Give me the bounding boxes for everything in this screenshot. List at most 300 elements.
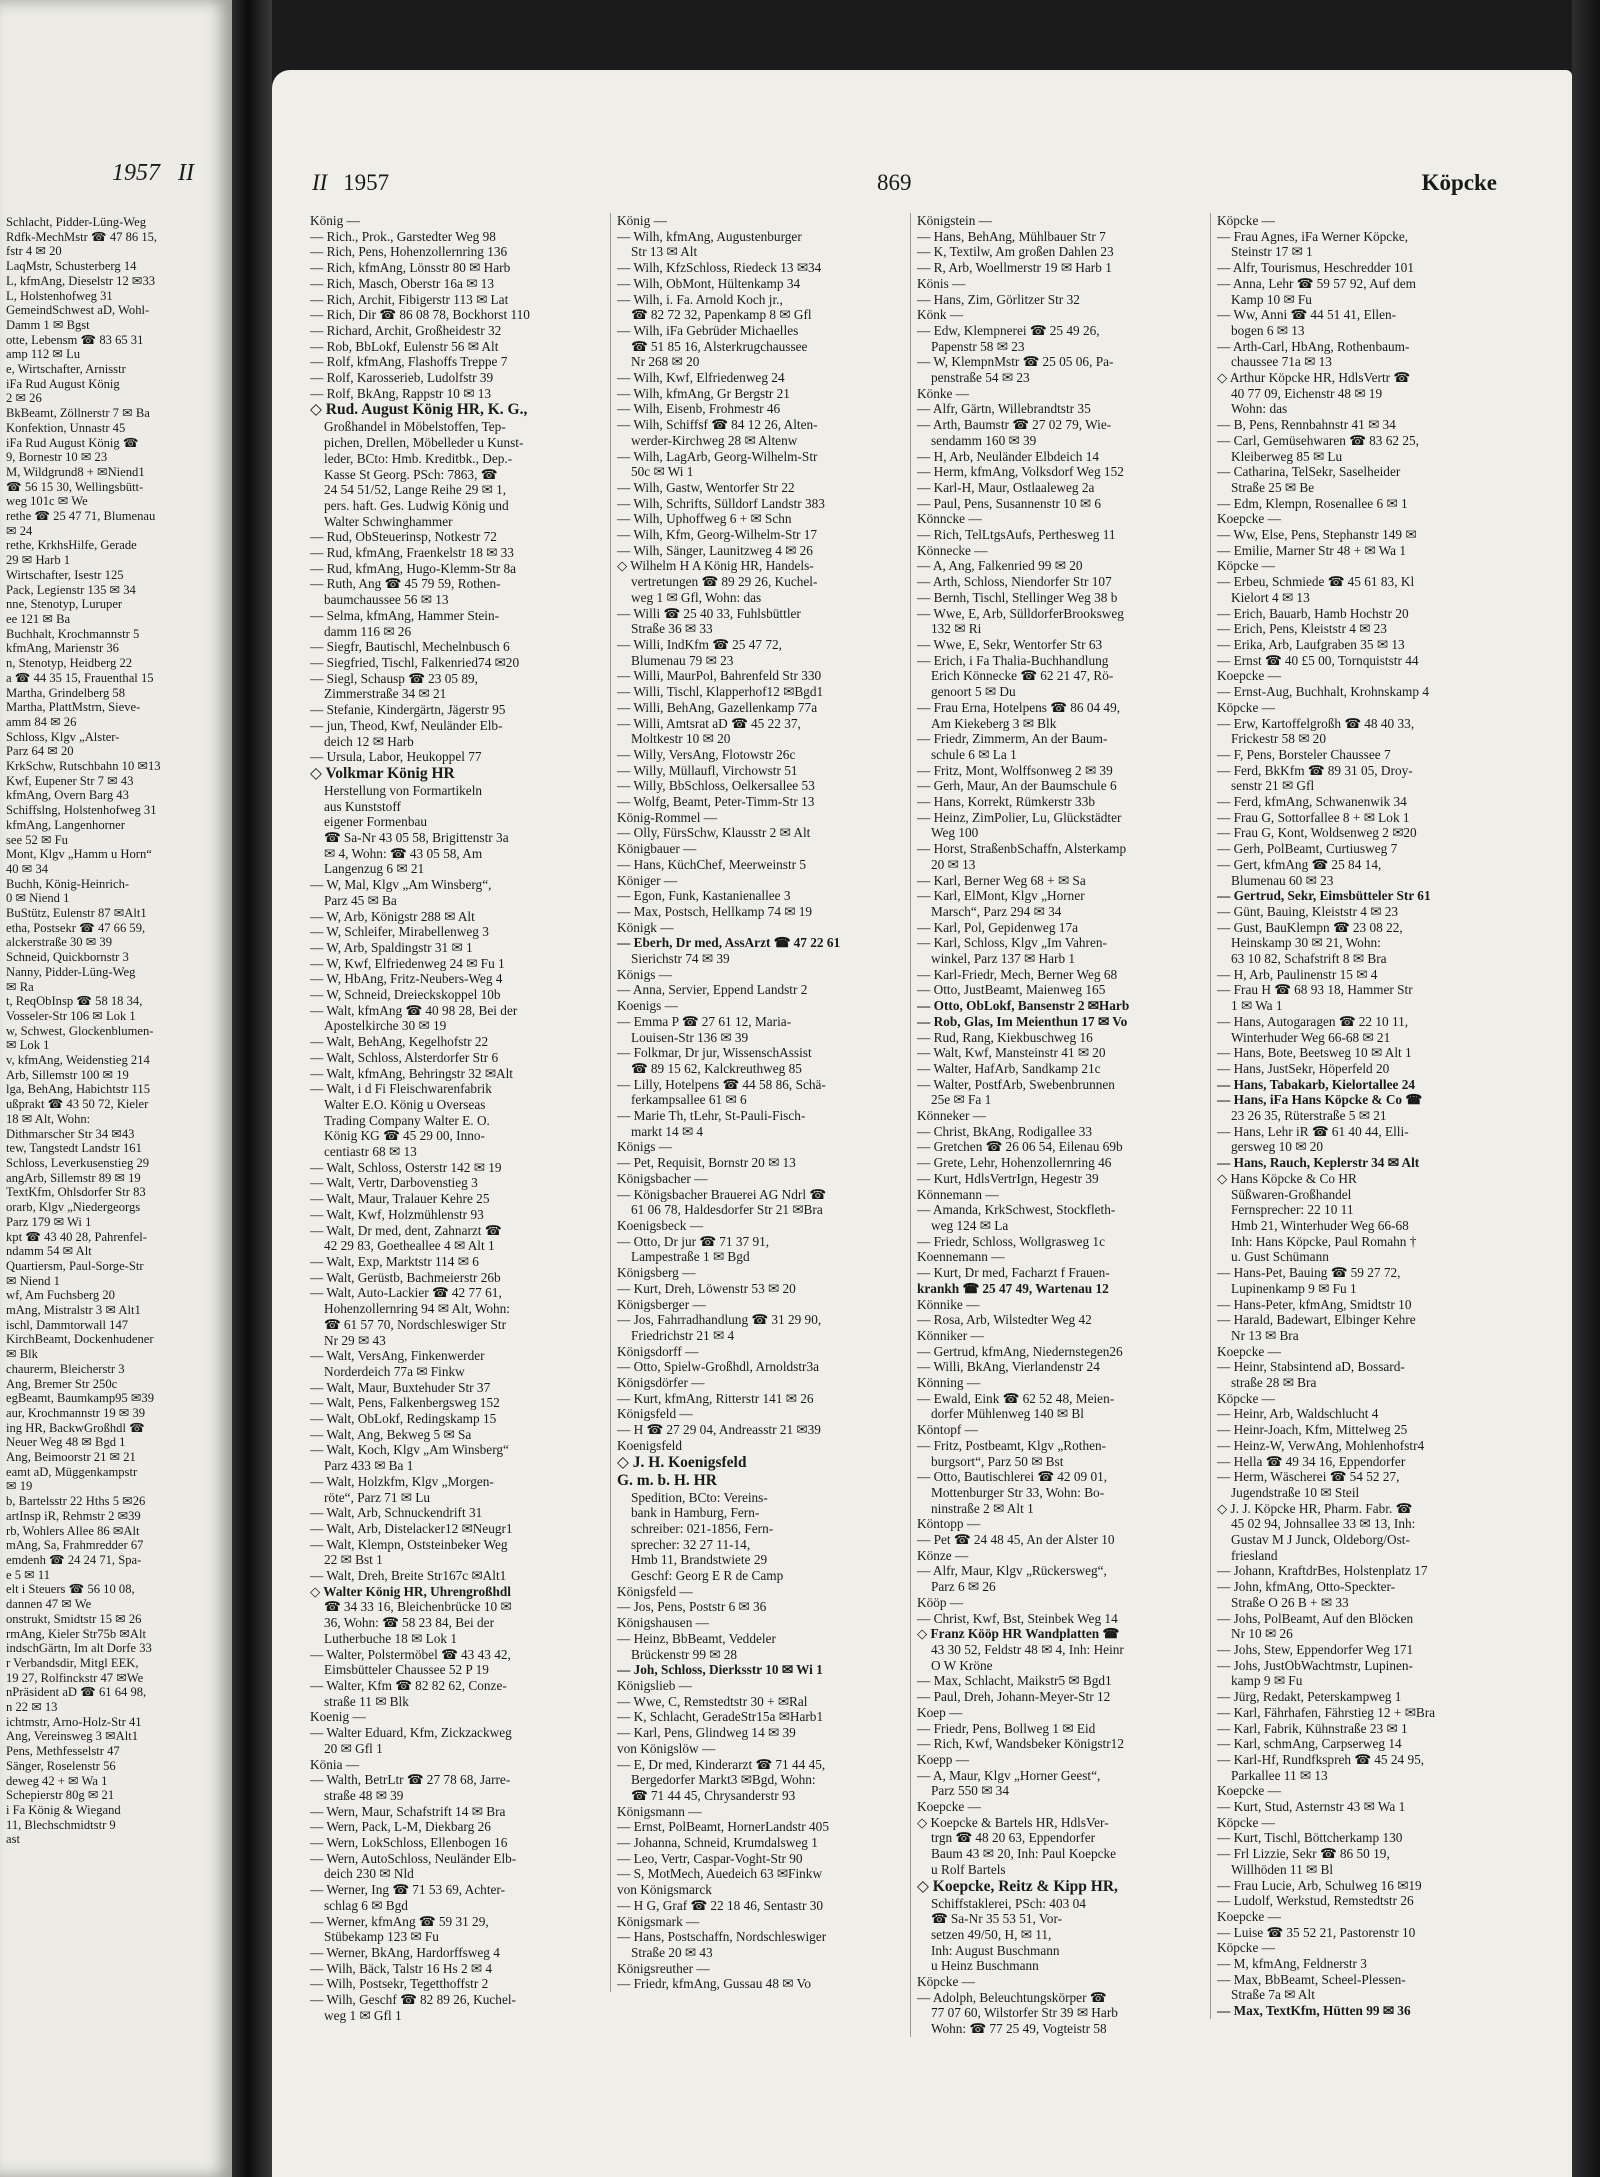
- directory-entry-line: — Heinz, BbBeamt, Veddeler: [617, 1630, 776, 1646]
- previous-page-line: elt i Steuers ☎ 56 10 08,: [6, 1582, 135, 1597]
- directory-entry-line: — Frau G, Kont, Woldsenweg 2 ✉20: [1217, 825, 1417, 841]
- directory-entry-line: — Wilh, Schiffsf ☎ 84 12 26, Alten-: [617, 417, 818, 433]
- directory-entry-line: — Wilh, iFa Gebrüder Michaelles: [617, 322, 799, 338]
- directory-entry-line: Straße 36 ✉ 33: [631, 621, 713, 637]
- directory-entry-line: — Johann, KraftdrBes, Holstenplatz 17: [1217, 1563, 1428, 1579]
- directory-entry-line: — Karl-Hf, Rundfkspreh ☎ 45 24 95,: [1217, 1751, 1425, 1767]
- directory-entry-line: — Ewald, Eink ☎ 62 52 48, Meien-: [917, 1390, 1115, 1406]
- directory-entry-line: Köpcke —: [1217, 1390, 1275, 1406]
- directory-entry-line: Königshausen —: [617, 1615, 709, 1631]
- directory-entry-line: Jugendstraße 10 ✉ Steil: [1231, 1484, 1360, 1500]
- directory-entry-line: sprecher: 32 27 11-14,: [631, 1536, 751, 1552]
- previous-page-line: ✉ Blk: [6, 1347, 38, 1362]
- previous-page-line: 9, Bornestr 10 ✉ 23: [6, 450, 108, 465]
- directory-entry-line: 36, Wohn: ☎ 58 23 84, Bei der: [324, 1615, 494, 1631]
- directory-entry-line: — Wilh, kfmAng, Gr Bergstr 21: [617, 385, 790, 401]
- directory-entry-line: — Rolf, Karosserieb, Ludolfstr 39: [310, 370, 494, 386]
- directory-entry-line: — Heinr, Stabsintend aD, Bossard-: [1217, 1359, 1405, 1375]
- directory-entry-line: Moltkestr 10 ✉ 20: [631, 731, 731, 747]
- previous-page-line: eamt aD, Müggenkampstr: [6, 1464, 138, 1479]
- directory-columns: [310, 213, 1502, 2163]
- directory-entry-line: — Willy, BbSchloss, Oelkersallee 53: [617, 778, 815, 794]
- previous-page-line: Sänger, Roselenstr 56: [6, 1758, 116, 1773]
- directory-entry-line: — Walt, BehAng, Kegelhofstr 22: [310, 1034, 489, 1050]
- directory-entry-line: — Joh, Schloss, Dierksstr 10 ✉ Wi 1: [617, 1662, 823, 1678]
- directory-entry-line: — Willi ☎ 25 40 33, Fuhlsbüttler: [617, 605, 801, 621]
- directory-entry-line: Nr 268 ✉ 20: [631, 354, 700, 370]
- directory-entry-line: Könis —: [917, 275, 966, 291]
- directory-entry-line: — Karl, Fährhafen, Fährstieg 12 + ✉Bra: [1217, 1704, 1436, 1720]
- directory-entry-line: Köpcke —: [1217, 1814, 1275, 1830]
- directory-entry-line: ☎ Sa-Nr 35 53 51, Vor-: [931, 1911, 1063, 1927]
- directory-entry-line: u Rolf Bartels: [931, 1861, 1006, 1877]
- directory-entry-line: Köntopp —: [917, 1516, 981, 1532]
- directory-entry-line: bogen 6 ✉ 13: [1231, 322, 1305, 338]
- directory-entry-line: — Heinr, Arb, Waldschlucht 4: [1217, 1406, 1379, 1422]
- directory-entry-line: — Gretchen ☎ 26 06 54, Eilenau 69b: [917, 1139, 1123, 1155]
- previous-page-line: 11, Blechschmidtstr 9: [6, 1817, 116, 1832]
- directory-entry-line: ☎ 61 57 70, Nordschleswiger Str: [324, 1316, 507, 1332]
- directory-entry-line: — Ernst ☎ 40 £5 00, Tornquiststr 44: [1217, 652, 1419, 668]
- directory-entry-line: — Grete, Lehr, Hohenzollernring 46: [917, 1155, 1112, 1171]
- directory-entry-line: — Willi, BkAng, Vierlandenstr 24: [917, 1359, 1100, 1375]
- directory-entry-line: aus Kunststoff: [324, 798, 401, 814]
- directory-entry-line: — Walter, Kfm ☎ 82 82 62, Conze-: [310, 1677, 507, 1693]
- directory-entry-line: — Johs, Stew, Eppendorfer Weg 171: [1217, 1641, 1414, 1657]
- directory-entry-line: — Wern, Pack, L-M, Diekbarg 26: [310, 1819, 491, 1835]
- directory-entry-line: — Rosa, Arb, Wilstedter Weg 42: [917, 1312, 1092, 1328]
- page-header: [312, 170, 1497, 204]
- directory-entry-line: ◇ Arthur Köpcke HR, HdlsVertr ☎: [1217, 370, 1410, 386]
- directory-entry-line: ◇ Franz Kööp HR Wandplatten ☎: [917, 1626, 1120, 1642]
- directory-entry-line: — Kurt, Stud, Asternstr 43 ✉ Wa 1: [1217, 1799, 1406, 1815]
- directory-entry-line: — Karl, Pol, Gepidenweg 17a: [917, 919, 1079, 935]
- directory-entry-line: Parz 433 ✉ Ba 1: [324, 1458, 414, 1474]
- directory-entry-line: weg 1 ✉ Gfl, Wohn: das: [631, 589, 762, 605]
- directory-entry-line: Willhöden 11 ✉ Bl: [1231, 1861, 1334, 1877]
- directory-entry-line: — Wern, AutoSchloss, Neuländer Elb-: [310, 1850, 517, 1866]
- directory-entry-line: — Kurt, Dr med, Facharzt f Frauen-: [917, 1265, 1110, 1281]
- directory-entry-line: schreiber: 021-1856, Fern-: [631, 1520, 774, 1536]
- directory-entry-line: Koennemann —: [917, 1249, 1005, 1265]
- previous-page-line: i Fa König & Wiegand: [6, 1802, 121, 1817]
- directory-entry-line: — Walter Eduard, Kfm, Zickzackweg: [310, 1725, 512, 1741]
- previous-page-line: Buchh, König-Heinrich-: [6, 876, 130, 891]
- directory-entry-line: — Wilh, Schrifts, Sülldorf Landstr 383: [617, 495, 825, 511]
- directory-entry-line: Königsdorff —: [617, 1343, 699, 1359]
- previous-page-line: ußprakt ☎ 43 50 72, Kieler: [6, 1097, 149, 1112]
- previous-page-line: mAng, Mistralstr 3 ✉ Alt1: [6, 1303, 141, 1318]
- directory-entry-line: straße 48 ✉ 39: [324, 1787, 404, 1803]
- previous-page-line: rb, Wohlers Allee 86 ✉Alt: [6, 1523, 140, 1538]
- directory-entry-line: — Karl, schmAng, Carpserweg 14: [1217, 1736, 1402, 1752]
- previous-page-line: Rdfk-MechMstr ☎ 47 86 15,: [6, 229, 158, 244]
- directory-entry-line: Louisen-Str 136 ✉ 39: [631, 1029, 749, 1045]
- directory-entry-line: — S, MotMech, Auedeich 63 ✉Finkw: [617, 1866, 823, 1882]
- directory-entry-line: — Karl, Fabrik, Kühnstraße 23 ✉ 1: [1217, 1720, 1408, 1736]
- directory-entry-line: — Alfr, Gärtn, Willebrandtstr 35: [917, 401, 1091, 417]
- directory-entry-line: — Friedr, kfmAng, Gussau 48 ✉ Vo: [617, 1976, 812, 1992]
- directory-entry-line: röte“, Parz 71 ✉ Lu: [324, 1489, 431, 1505]
- previous-page-line: Pack, Legienstr 135 ✉ 34: [6, 582, 136, 597]
- directory-entry-line: — Hans, Bote, Beetsweg 10 ✉ Alt 1: [1217, 1045, 1412, 1061]
- directory-entry-line: — Hans, Postschaffn, Nordschleswiger: [617, 1929, 827, 1945]
- directory-entry-line: — Wilh, i. Fa. Arnold Koch jr.,: [617, 291, 783, 307]
- directory-entry-line: Königslieb —: [617, 1677, 692, 1693]
- directory-entry-line: — Johs, JustObWachtmstr, Lupinen-: [1217, 1657, 1413, 1673]
- previous-page-line: L, kfmAng, Dieselstr 12 ✉33: [6, 273, 156, 288]
- directory-entry-line: — Ww, Else, Pens, Stephanstr 149 ✉: [1217, 527, 1417, 543]
- directory-entry-line: — Willi, Tischl, Klapperhof12 ✉Bgd1: [617, 684, 824, 700]
- directory-entry-line: damm 116 ✉ 26: [324, 623, 412, 639]
- column-1: [310, 213, 596, 2023]
- page-number: 869: [877, 170, 912, 195]
- directory-entry-line: — Rud, ObSteuerinsp, Notkestr 72: [310, 529, 497, 545]
- directory-entry-line: — Rolf, BkAng, Rappstr 10 ✉ 13: [310, 385, 492, 401]
- directory-entry-line: — Hans, Zim, Görlitzer Str 32: [917, 291, 1080, 307]
- directory-entry-line: — Walt, i d Fi Fleischwarenfabrik: [310, 1081, 492, 1097]
- directory-entry-line: pers. haft. Ges. Ludwig König und: [324, 497, 509, 513]
- directory-entry-line: Köpcke —: [1217, 213, 1275, 228]
- previous-page-line: amm 84 ✉ 26: [6, 714, 77, 729]
- directory-entry-line: Koep —: [917, 1704, 963, 1720]
- directory-entry-line: — Fritz, Postbeamt, Klgv „Rothen-: [917, 1437, 1107, 1453]
- previous-page-line: nPräsident aD ☎ 61 64 98,: [6, 1685, 147, 1700]
- directory-entry-line: ✉ 4, Wohn: ☎ 43 05 58, Am: [324, 845, 483, 861]
- directory-entry-line: schlag 6 ✉ Bgd: [324, 1897, 408, 1913]
- directory-entry-line: Spedition, BCto: Vereins-: [631, 1489, 768, 1505]
- directory-entry-line: Norderdeich 77a ✉ Finkw: [324, 1363, 465, 1379]
- previous-page-line: Martha, Grindelberg 58: [6, 685, 126, 700]
- directory-entry-line: — Max, BbBeamt, Scheel-Plessen-: [1217, 1971, 1406, 1987]
- directory-entry-line: — Otto, ObLokf, Bansenstr 2 ✉Harb: [917, 998, 1130, 1014]
- directory-entry-line: — Günt, Bauing, Kleiststr 4 ✉ 23: [1217, 903, 1399, 919]
- directory-entry-line: 77 07 60, Wilstorfer Str 39 ✉ Harb: [931, 2005, 1118, 2021]
- directory-entry-line: — Rich, TelLtgsAufs, Perthesweg 11: [917, 527, 1116, 543]
- directory-entry-line: — A, Maur, Klgv „Horner Geest“,: [917, 1767, 1101, 1783]
- directory-entry-line: — Heinr-Joach, Kfm, Mittelweg 25: [1217, 1422, 1408, 1438]
- directory-entry-line: ◇ Koepcke, Reitz & Kipp HR,: [917, 1877, 1118, 1895]
- directory-entry-line: Großhandel in Möbelstoffen, Tep-: [324, 419, 506, 435]
- previous-page-line: w, Schwest, Glockenblumen-: [6, 1023, 154, 1038]
- directory-entry-line: — Johs, PolBeamt, Auf den Blöcken: [1217, 1610, 1414, 1626]
- directory-entry-line: — Edw, Klempnerei ☎ 25 49 26,: [917, 322, 1100, 338]
- directory-entry-line: — Wilh, kfmAng, Augustenburger: [617, 228, 802, 244]
- directory-entry-line: Koenigsbeck —: [617, 1218, 704, 1233]
- directory-entry-line: weg 1 ✉ Gfl 1: [324, 2007, 402, 2023]
- directory-entry-line: — Gertrud, kfmAng, Niedernstegen26: [917, 1343, 1123, 1359]
- directory-entry-line: Heinskamp 30 ✉ 21, Wohn:: [1231, 935, 1381, 951]
- directory-entry-line: Walter Schwinghammer: [324, 513, 453, 529]
- directory-entry-line: Kleiberweg 85 ✉ Lu: [1231, 448, 1343, 464]
- previous-page-line: Arb, Sillemstr 100 ✉ 19: [6, 1067, 129, 1082]
- directory-entry-line: 20 ✉ 13: [931, 856, 976, 872]
- directory-entry-line: — Wilh, ObMont, Hültenkamp 34: [617, 275, 801, 291]
- directory-entry-line: Hohenzollernring 94 ✉ Alt, Wohn:: [324, 1301, 510, 1317]
- directory-entry-line: winkel, Parz 137 ✉ Harb 1: [931, 951, 1076, 967]
- previous-page-line: ✉ 24: [6, 523, 33, 538]
- directory-entry-line: — Walt, Dr med, dent, Zahnarzt ☎: [310, 1222, 502, 1238]
- directory-entry-line: Könneker —: [917, 1108, 987, 1124]
- previous-page-line: b, Bartelsstr 22 Hths 5 ✉26: [6, 1494, 146, 1509]
- directory-entry-line: 22 ✉ Bst 1: [324, 1552, 383, 1568]
- directory-entry-line: Königbauer —: [617, 841, 697, 857]
- directory-entry-line: — Werner, kfmAng ☎ 59 31 29,: [310, 1913, 489, 1929]
- directory-entry-line: — Leo, Vertr, Caspar-Voght-Str 90: [617, 1850, 803, 1866]
- directory-entry-line: — Walt, Dreh, Breite Str167c ✉Alt1: [310, 1568, 507, 1584]
- previous-page-line: onstrukt, Smidtstr 15 ✉ 26: [6, 1611, 142, 1626]
- previous-page-line: nne, Stenotyp, Luruper: [6, 597, 123, 612]
- previous-page-line: 29 ✉ Harb 1: [6, 553, 71, 568]
- directory-entry-line: Friedrichstr 21 ✉ 4: [631, 1327, 735, 1343]
- directory-entry-line: — Paul, Dreh, Johann-Meyer-Str 12: [917, 1689, 1111, 1705]
- directory-entry-line: ◇ Hans Köpcke & Co HR: [1217, 1170, 1357, 1186]
- year: 1957: [343, 170, 390, 195]
- directory-entry-line: — Olly, FürsSchw, Klausstr 2 ✉ Alt: [617, 825, 811, 841]
- previous-page-line: Schneid, Quickbornstr 3: [6, 950, 129, 965]
- directory-entry-line: — Erich, i Fa Thalia-Buchhandlung: [917, 652, 1109, 668]
- directory-entry-line: — Ww, Anni ☎ 44 51 41, Ellen-: [1217, 307, 1397, 323]
- previous-page-line: Wirtschafter, Isestr 125: [6, 567, 124, 582]
- directory-entry-line: 1 ✉ Wa 1: [1231, 998, 1283, 1014]
- directory-entry-line: Königstein —: [917, 213, 992, 228]
- directory-entry-line: Königer —: [617, 872, 678, 888]
- directory-entry-line: Herstellung von Formartikeln: [324, 782, 483, 798]
- directory-entry-line: Koepp —: [917, 1751, 970, 1767]
- directory-entry-line: — Heinz-W, VerwAng, Mohlenhofstr4: [1217, 1437, 1425, 1453]
- directory-entry-line: — Arth-Carl, HbAng, Rothenbaum-: [1217, 338, 1410, 354]
- directory-entry-line: — Walt, Gerüstb, Bachmeierstr 26b: [310, 1269, 501, 1285]
- directory-entry-line: — Willy, Müllaufl, Virchowstr 51: [617, 762, 798, 778]
- directory-entry-line: — Frau H ☎ 68 93 18, Hammer Str: [1217, 982, 1413, 998]
- directory-entry-line: — Alfr, Maur, Klgv „Rückersweg“,: [917, 1563, 1107, 1579]
- directory-entry-line: Könnike —: [917, 1296, 980, 1312]
- directory-entry-line: — W, Arb, Königstr 288 ✉ Alt: [310, 908, 475, 924]
- previous-page-line: Pens, Methfesselstr 47: [6, 1744, 120, 1759]
- directory-entry-line: — W, HbAng, Fritz-Neubers-Weg 4: [310, 971, 503, 987]
- directory-entry-line: trgn ☎ 48 20 63, Eppendorfer: [931, 1830, 1096, 1846]
- directory-entry-line: Königsbacher —: [617, 1170, 708, 1186]
- directory-entry-line: — Walt, Auto-Lackier ☎ 42 77 61,: [310, 1285, 502, 1301]
- directory-entry-line: — Erich, Pens, Kleiststr 4 ✉ 23: [1217, 621, 1387, 637]
- directory-entry-line: sendamm 160 ✉ 39: [931, 432, 1037, 448]
- directory-entry-line: — Wern, LokSchloss, Ellenbogen 16: [310, 1835, 508, 1851]
- directory-entry-line: — Heinz, ZimPolier, Lu, Glückstädter: [917, 809, 1122, 825]
- directory-entry-line: — Jürg, Redakt, Peterskampweg 1: [1217, 1689, 1402, 1705]
- previous-page-line: TextKfm, Ohlsdorfer Str 83: [6, 1185, 146, 1200]
- directory-entry-line: — W, Mal, Klgv „Am Winsberg“,: [310, 877, 492, 893]
- previous-page-line: Schlacht, Pidder-Lüng-Weg: [6, 215, 147, 229]
- previous-page-line: artInsp iR, Rehmstr 2 ✉39: [6, 1508, 141, 1523]
- directory-entry-line: ◇ J. J. Köpcke HR, Pharm. Fabr. ☎: [1217, 1500, 1413, 1516]
- page-header-left: [312, 170, 389, 196]
- previous-page-line: e 5 ✉ 11: [6, 1567, 51, 1582]
- directory-entry-line: — Siegfried, Tischl, Falkenried74 ✉20: [310, 654, 520, 670]
- directory-entry-line: Kielort 4 ✉ 13: [1231, 589, 1310, 605]
- directory-entry-line: Walter E.O. König u Overseas: [324, 1096, 486, 1112]
- directory-entry-line: Könia —: [310, 1756, 360, 1772]
- directory-entry-line: Steinstr 17 ✉ 1: [1231, 244, 1313, 260]
- directory-entry-line: — Wwe, E, Sekr, Wentorfer Str 63: [917, 636, 1103, 652]
- directory-entry-line: — Otto, JustBeamt, Maienweg 165: [917, 982, 1106, 998]
- directory-entry-line: — Max, Postsch, Hellkamp 74 ✉ 19: [617, 903, 813, 919]
- directory-entry-line: — W, KlempnMstr ☎ 25 05 06, Pa-: [917, 354, 1114, 370]
- previous-page-line: kfmAng, Overn Barg 43: [6, 788, 129, 803]
- previous-page-line: a ☎ 44 35 15, Frauenthal 15: [6, 670, 154, 685]
- directory-entry-line: — Hans, Autogaragen ☎ 22 10 11,: [1217, 1013, 1409, 1029]
- directory-entry-line: Straße 25 ✉ Be: [1231, 479, 1315, 495]
- directory-entry-line: — Kurt, kfmAng, Ritterstr 141 ✉ 26: [617, 1390, 814, 1406]
- directory-entry-line: — Alfr, Tourismus, Heschredder 101: [1217, 260, 1414, 276]
- directory-entry-line: — Jos, Fahrradhandlung ☎ 31 29 90,: [617, 1312, 822, 1328]
- directory-entry-line: — Walter, PostfArb, Swebenbrunnen: [917, 1076, 1115, 1092]
- catchword: Köpcke: [1421, 170, 1497, 195]
- directory-entry-line: König —: [617, 213, 667, 228]
- directory-entry-line: — Walt, Kwf, Holzmühlenstr 93: [310, 1206, 484, 1222]
- directory-entry-line: — Karl, Berner Weg 68 + ✉ Sa: [917, 872, 1086, 888]
- directory-entry-line: 20 ✉ Gfl 1: [324, 1740, 383, 1756]
- directory-entry-line: — Hans, Lehr iR ☎ 61 40 44, Elli-: [1217, 1123, 1409, 1139]
- directory-entry-line: Inh: August Buschmann: [931, 1942, 1060, 1958]
- directory-entry-line: Koepcke —: [917, 1799, 981, 1815]
- directory-entry-line: — Rich, Masch, Oberstr 16a ✉ 13: [310, 275, 494, 291]
- previous-page-line: ndamm 54 ✉ Alt: [6, 1244, 92, 1259]
- directory-entry-line: Kööp —: [917, 1594, 964, 1610]
- book-edge: [1572, 0, 1600, 2177]
- directory-entry-line: von Königsmarck: [617, 1882, 712, 1898]
- previous-page-line: M, Wildgrund8 + ✉Niend1: [6, 464, 145, 479]
- directory-entry-line: Köpcke —: [1217, 699, 1275, 715]
- directory-entry-line: — Jos, Pens, Poststr 6 ✉ 36: [617, 1599, 767, 1615]
- directory-entry-line: Königsberg —: [617, 1265, 696, 1281]
- previous-page-line: etha, Postsekr ☎ 47 66 59,: [6, 920, 146, 935]
- directory-entry-line: — Wilh, Kfm, Georg-Wilhelm-Str 17: [617, 527, 818, 543]
- directory-entry-line: — Karl, ElMont, Klgv „Horner: [917, 888, 1085, 904]
- directory-entry-line: — Frau Erna, Hotelpens ☎ 86 04 49,: [917, 699, 1121, 715]
- directory-entry-line: weg 124 ✉ La: [931, 1218, 1009, 1233]
- directory-entry-line: — Rich, Dir ☎ 86 08 78, Bockhorst 110: [310, 307, 530, 323]
- directory-entry-line: 42 29 83, Goetheallee 4 ✉ Alt 1: [324, 1238, 495, 1254]
- directory-entry-line: ◇ Walter König HR, Uhrengroßhdl: [310, 1583, 511, 1599]
- directory-entry-line: — Walt, kfmAng, Behringstr 32 ✉Alt: [310, 1065, 513, 1081]
- directory-entry-line: Süßwaren-Großhandel: [1231, 1186, 1352, 1202]
- directory-entry-line: O W Kröne: [931, 1657, 993, 1673]
- directory-entry-line: Am Kiekeberg 3 ✉ Blk: [931, 715, 1057, 731]
- directory-entry-line: — Hans, Tabakarb, Kielortallee 24: [1217, 1076, 1415, 1092]
- previous-page-entries: [6, 215, 228, 1847]
- previous-page-line: amp 112 ✉ Lu: [6, 347, 81, 362]
- directory-entry-line: — Walt, VersAng, Finkenwerder: [310, 1348, 485, 1364]
- previous-page-line: Vosseler-Str 106 ✉ Lok 1: [6, 1008, 136, 1023]
- directory-entry-line: — Kurt, Dreh, Löwenstr 53 ✉ 20: [617, 1280, 796, 1296]
- directory-entry-line: — Hans, KüchChef, Meerweinstr 5: [617, 856, 807, 872]
- previous-page-line: t, ReqObInsp ☎ 58 18 34,: [6, 994, 143, 1009]
- directory-entry-line: — jun, Theod, Kwf, Neuländer Elb-: [310, 717, 503, 733]
- directory-entry-line: Wohn: ☎ 77 25 49, Vogteistr 58: [931, 2021, 1107, 2037]
- column-4: [1210, 213, 1503, 2019]
- directory-entry-line: Parz 45 ✉ Ba: [324, 892, 397, 908]
- directory-entry-line: — Bernh, Tischl, Stellinger Weg 38 b: [917, 589, 1118, 605]
- previous-page-line: 0 ✉ Niend 1: [6, 891, 70, 906]
- directory-entry-line: Weg 100: [931, 825, 979, 841]
- directory-entry-line: — Otto, Bautischlerei ☎ 42 09 01,: [917, 1469, 1108, 1485]
- directory-entry-line: — Wwe, E, Arb, SülldorferBrooksweg: [917, 605, 1124, 621]
- directory-entry-line: — Max, TextKfm, Hütten 99 ✉ 36: [1217, 2003, 1411, 2019]
- directory-entry-line: — Willy, VersAng, Flotowstr 26c: [617, 746, 796, 762]
- previous-page-line: Ang, Bremer Str 250c: [6, 1376, 118, 1391]
- directory-entry-line: — Ernst-Aug, Buchhalt, Krohnskamp 4: [1217, 684, 1429, 700]
- directory-entry-line: friesland: [1231, 1547, 1278, 1563]
- directory-entry-line: Nr 29 ✉ 43: [324, 1332, 386, 1348]
- previous-page-line: Damm 1 ✉ Bgst: [6, 317, 90, 332]
- directory-entry-line: — Wilh, LagArb, Georg-Wilhelm-Str: [617, 448, 818, 464]
- directory-entry-line: ☎ 89 15 62, Kalckreuthweg 85: [631, 1060, 802, 1076]
- directory-entry-line: ◇ Rud. August König HR, K. G.,: [310, 401, 528, 419]
- directory-entry-line: — B, Pens, Rennbahnstr 41 ✉ 34: [1217, 417, 1396, 433]
- directory-entry-line: Königsfeld —: [617, 1406, 693, 1422]
- previous-page-header: [100, 160, 194, 187]
- directory-entry-line: 23 26 35, Rüterstraße 5 ✉ 21: [1231, 1108, 1387, 1124]
- directory-entry-line: Kasse St Georg. PSch: 7863, ☎: [324, 466, 498, 482]
- directory-entry-line: genoort 5 ✉ Du: [931, 684, 1016, 700]
- previous-page-line: Buchhalt, Krochmannstr 5: [6, 626, 140, 641]
- directory-entry-line: Stübekamp 123 ✉ Fu: [324, 1929, 439, 1945]
- directory-entry-line: — Rud, kfmAng, Fraenkelstr 18 ✉ 33: [310, 545, 514, 561]
- directory-entry-line: baumchaussee 56 ✉ 13: [324, 592, 449, 608]
- directory-entry-line: Königsmann —: [617, 1803, 702, 1819]
- directory-entry-line: — Willi, IndKfm ☎ 25 47 72,: [617, 636, 782, 652]
- directory-entry-line: dorfer Mühlenweg 140 ✉ Bl: [931, 1406, 1084, 1422]
- directory-entry-line: — Richard, Archit, Großheidestr 32: [310, 322, 502, 338]
- directory-entry-line: König KG ☎ 45 29 00, Inno-: [324, 1128, 485, 1144]
- previous-page-line: wf, Am Fuchsberg 20: [6, 1288, 115, 1303]
- directory-entry-line: — John, kfmAng, Otto-Speckter-: [1217, 1579, 1396, 1595]
- directory-entry-line: — K, Schlacht, GeradeStr15a ✉Harb1: [617, 1709, 824, 1725]
- directory-entry-line: 25e ✉ Fa 1: [931, 1092, 992, 1108]
- directory-entry-line: — Walt, Exp, Marktstr 114 ✉ 6: [310, 1254, 479, 1269]
- directory-entry-line: — Karl, Schloss, Klgv „Im Vahren-: [917, 935, 1107, 951]
- directory-entry-line: — Hans-Pet, Bauing ☎ 59 27 72,: [1217, 1265, 1401, 1281]
- directory-entry-line: Blumenau 60 ✉ 23: [1231, 872, 1334, 888]
- directory-entry-line: — Kurt, Tischl, Böttcherkamp 130: [1217, 1830, 1403, 1846]
- directory-entry-line: Mottenburger Str 33, Wohn: Bo-: [931, 1484, 1105, 1500]
- directory-entry-line: — Erbeu, Schmiede ☎ 45 61 83, Kl: [1217, 574, 1415, 590]
- directory-entry-line: — Rich, Pens, Hohenzollernring 136: [310, 244, 508, 260]
- previous-page-line: Quartiersm, Paul-Sorge-Str: [6, 1258, 144, 1273]
- directory-entry-line: 132 ✉ Ri: [931, 621, 982, 637]
- directory-entry-line: Bergedorfer Markt3 ✉Bgd, Wohn:: [631, 1772, 816, 1788]
- previous-page-line: ✉ 19: [6, 1479, 33, 1494]
- directory-entry-line: — Frau Lucie, Arb, Schulweg 16 ✉19: [1217, 1877, 1422, 1893]
- directory-entry-line: — Otto, Spielw-Großhdl, Arnoldstr3a: [617, 1359, 820, 1375]
- directory-entry-line: ◇ Wilhelm H A König HR, Handels-: [617, 558, 814, 574]
- directory-entry-line: — Wern, Maur, Schafstrift 14 ✉ Bra: [310, 1803, 506, 1819]
- directory-entry-line: — Egon, Funk, Kastanienallee 3: [617, 888, 791, 904]
- directory-entry-line: gersweg 10 ✉ 20: [1231, 1139, 1324, 1155]
- directory-entry-line: — Luise ☎ 35 52 21, Pastorenstr 10: [1217, 1924, 1416, 1940]
- directory-entry-line: markt 14 ✉ 4: [631, 1123, 704, 1139]
- previous-page-line: alckerstraße 30 ✉ 39: [6, 935, 113, 950]
- directory-entry-line: Koenigsfeld: [617, 1437, 682, 1453]
- directory-entry-line: — Wilh, Gastw, Wentorfer Str 22: [617, 479, 795, 495]
- column-2: [610, 213, 903, 1992]
- directory-entry-line: — Rich., Prok., Garstedter Weg 98: [310, 228, 496, 244]
- directory-entry-line: — Königsbacher Brauerei AG Ndrl ☎: [617, 1186, 826, 1202]
- directory-entry-line: Könke —: [917, 385, 970, 401]
- directory-entry-line: Könk —: [917, 307, 964, 323]
- directory-entry-line: — Pet ☎ 24 48 45, An der Alster 10: [917, 1532, 1115, 1548]
- directory-entry-line: werder-Kirchweg 28 ✉ Altenw: [631, 432, 798, 448]
